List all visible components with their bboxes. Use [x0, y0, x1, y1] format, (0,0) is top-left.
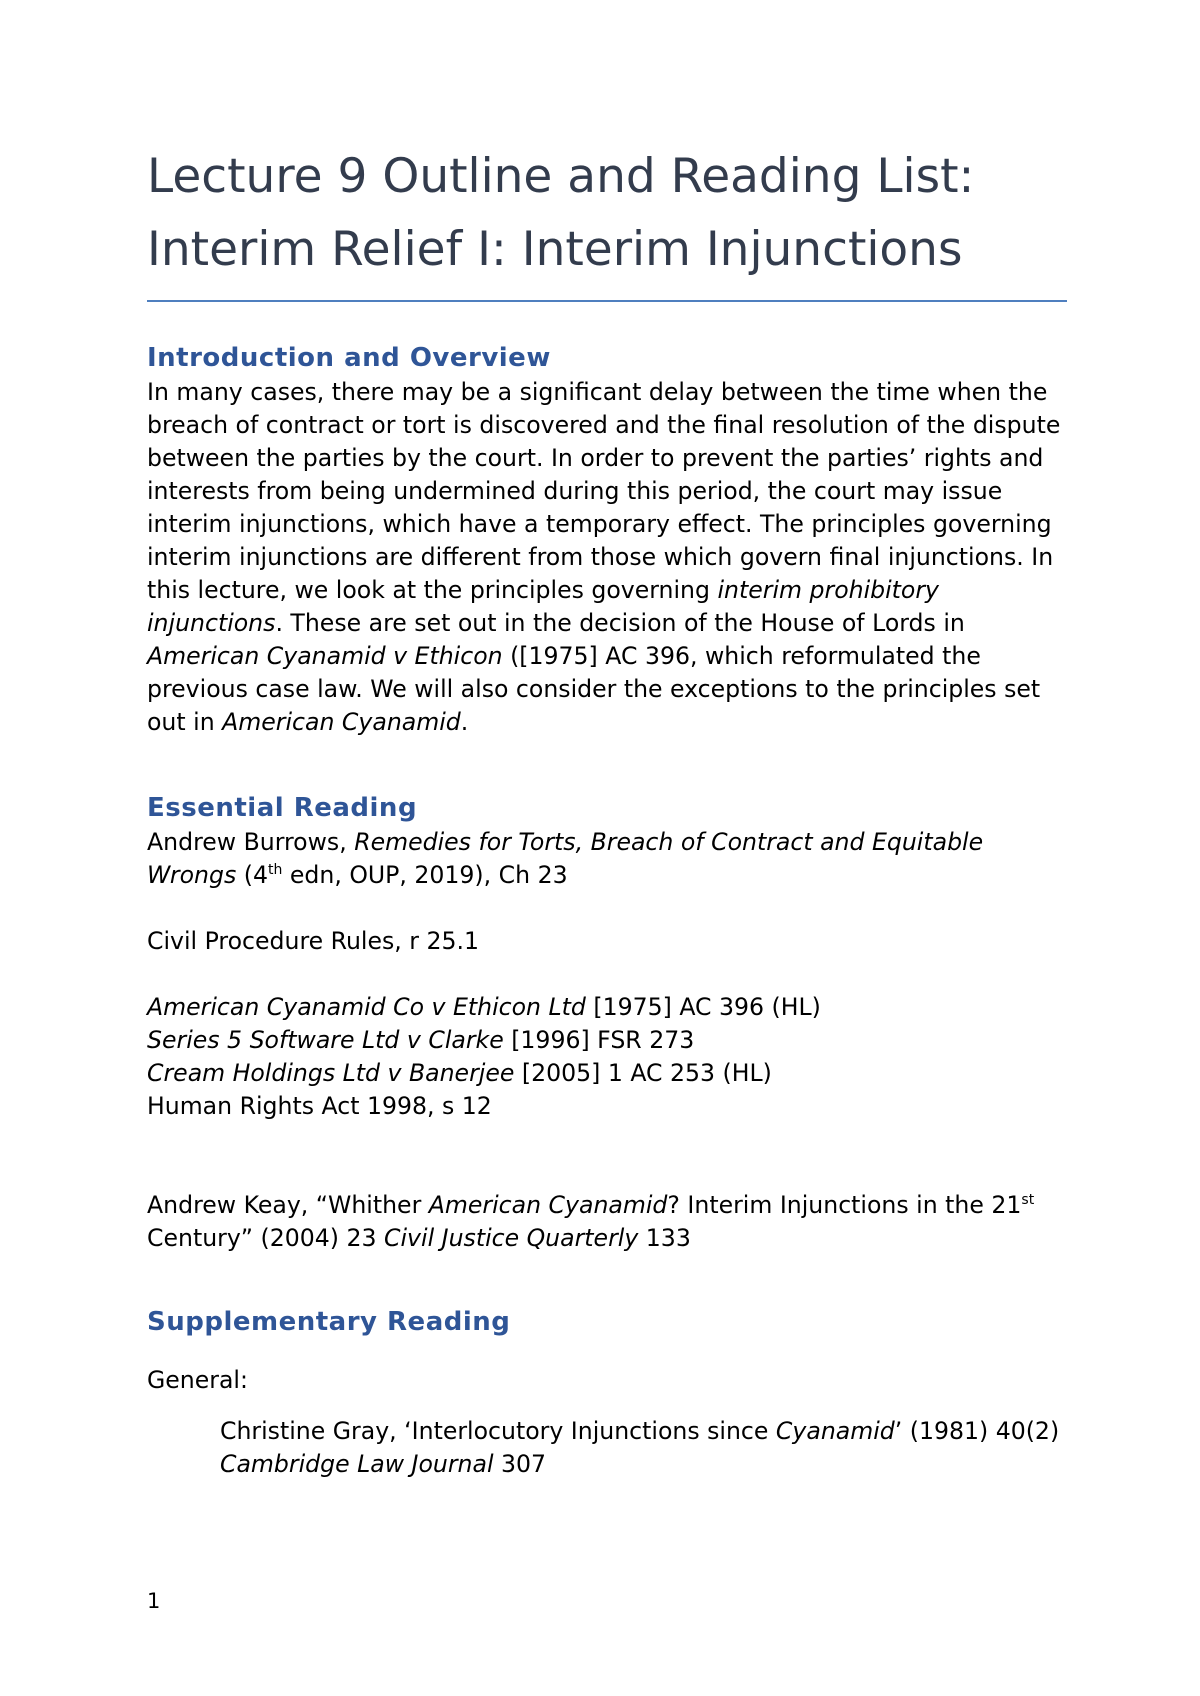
- reading-item-gray: Christine Gray, ‘Interlocutory Injunctions since Cyanamid’ (1981) 40(2) Cambridge Law Journal 307: [220, 1417, 1060, 1478]
- introduction-paragraph: In many cases, there may be a significant delay between the time when the breach of contract or tort is discovered and the final resolution of the dispute between the parties by the court. In order to prevent the parties’ rights and interests from being undermined during this period, the court may issue interim injunctions, which have a temporary effect. The principles governing interim injunctions are different from those which govern final injunctions. In this lecture, we look at the principles governing interim prohibitory injunctions. These are set out in the decision of the House of Lords in American Cyanamid v Ethicon ([1975] AC 396, which reformulated the previous case law. We will also consider the exceptions to the principles set out in American Cyanamid.: [147, 378, 1061, 736]
- section-heading-essential-reading: Essential Reading: [147, 793, 418, 823]
- section-heading-introduction: Introduction and Overview: [147, 343, 551, 373]
- document-title: Lecture 9 Outline and Reading List: Interim Relief I: Interim Injunctions: [147, 140, 1067, 302]
- reading-item-keay: Andrew Keay, “Whither American Cyanamid? Interim Injunctions in the 21st Century” (2004) 23 Civil Justice Quarterly 133: [147, 1191, 1035, 1252]
- subsection-label-general: General:: [147, 1366, 248, 1394]
- document-page: [147, 140, 1067, 1481]
- case-item-cream-holdings: Cream Holdings Ltd v Banerjee [2005] 1 AC 253 (HL): [147, 1059, 772, 1087]
- reading-item-cpr: Civil Procedure Rules, r 25.1: [147, 927, 480, 955]
- page-number: 1: [147, 1589, 161, 1613]
- reading-item-hra: Human Rights Act 1998, s 12: [147, 1092, 492, 1120]
- case-item-american-cyanamid: American Cyanamid Co v Ethicon Ltd [1975] AC 396 (HL): [147, 993, 821, 1021]
- reading-item-burrows: Andrew Burrows, Remedies for Torts, Breach of Contract and Equitable Wrongs (4th edn, OUP, 2019), Ch 23: [147, 828, 984, 889]
- section-heading-supplementary-reading: Supplementary Reading: [147, 1307, 511, 1337]
- case-item-series-5: Series 5 Software Ltd v Clarke [1996] FSR 273: [147, 1026, 695, 1054]
